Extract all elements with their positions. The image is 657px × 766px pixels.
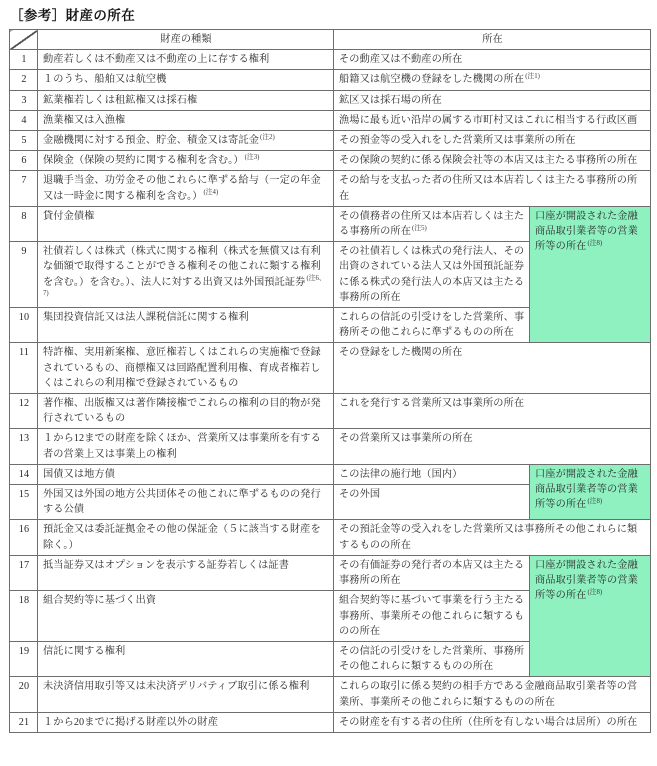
property-kind-text: 抵当証券又はオプションを表示する証券若しくは証書 [43,559,289,571]
location-text: その外国 [339,489,381,501]
location-cell [334,242,530,308]
footnote-marker: (注4) [203,189,219,197]
page-title: ［参考］財産の所在 [10,8,136,23]
property-kind-cell [38,151,334,171]
property-kind-cell [38,520,334,555]
table-body [10,50,651,733]
table-row [10,131,651,151]
table-row [10,394,651,429]
property-kind-text: 金融機関に対する預金、貯金、積金又は寄託金 [43,135,260,147]
property-kind-text: 著作権、出版権又は著作隣接権でこれらの権利の目的物が発行されているもの [43,398,321,425]
property-kind-cell [38,131,334,151]
location-text: 漁場に最も近い沿岸の属する市町村又はこれに相当する行政区画 [339,114,638,126]
property-kind-text: １から20までに掲げる財産以外の財産 [43,716,218,728]
property-kind-text: 退職手当金、功労金その他これらに準ずる給与（一定の年金又は一時金に関する権利を含む。） [43,175,321,202]
location-cell [334,171,651,206]
property-kind-text: 国債又は地方債 [43,468,116,480]
account-location-cell [530,464,651,520]
row-number: 14 [10,464,38,484]
location-text: その保険の契約に係る保険会社等の本店又は主たる事務所の所在 [339,155,638,167]
footnote-marker: (注6、7) [43,275,326,298]
header-location: 所在 [334,30,651,50]
property-kind-text: 信託に関する権利 [43,645,126,657]
property-kind-cell [38,50,334,70]
location-text: その社債若しくは株式の発行法人、その出資のされている法人又は外国預託証券に係る株式の発行法人の本店又は主たる事務所の所在 [339,246,525,303]
table-row [10,464,651,484]
location-cell [334,641,530,676]
property-kind-cell [38,641,334,676]
row-number: 15 [10,485,38,520]
account-location-cell [530,555,651,676]
account-location-cell [530,206,651,343]
table-row [10,171,651,206]
location-cell [334,308,530,343]
location-text: その有価証券の発行者の本店又は主たる事務所の所在 [339,559,525,587]
footnote-marker: (注1) [525,73,540,81]
property-kind-cell [38,242,334,308]
location-text: これを発行する営業所又は事業所の所在 [339,398,525,410]
row-number: 3 [10,90,38,110]
row-number: 21 [10,712,38,732]
property-kind-text: １のうち、船舶又は航空機 [43,74,167,86]
footnote-marker: (注8) [587,497,603,505]
location-cell [334,394,651,429]
row-number: 19 [10,641,38,676]
location-cell [334,712,651,732]
header-property-kind: 財産の種類 [38,30,334,50]
header-corner-diagonal [10,30,38,50]
property-kind-text: 特許権、実用新案権、意匠権若しくはこれらの実施権で登録されているもの、商標権又は回路配置利用権、育成者権若しくはこれらの利用権で登録されているもの [43,347,321,389]
row-number: 13 [10,429,38,464]
table-header [10,30,651,50]
location-cell [334,151,651,171]
property-kind-cell [38,555,334,590]
property-kind-cell [38,485,334,520]
property-kind-text: 集団投資信託又は法人課税信託に関する権利 [43,312,249,324]
location-text: その財産を有する者の住所（住所を有しない場合は居所）の所在 [339,716,638,728]
location-cell [334,485,530,520]
row-number: 10 [10,308,38,343]
property-kind-cell [38,343,334,394]
row-number: 8 [10,206,38,241]
location-text: 鉱区又は採石場の所在 [339,94,442,106]
row-number: 5 [10,131,38,151]
location-cell [334,343,651,394]
property-kind-text: 保険金（保険の契約に関する権利を含む。） [43,155,244,167]
row-number: 6 [10,151,38,171]
location-cell [334,677,651,712]
property-kind-cell [38,591,334,642]
location-text: その預金等の受入れをした営業所又は事業所の所在 [339,135,576,147]
table-row [10,206,651,241]
location-cell [334,429,651,464]
footnote-marker: (注2) [260,133,275,141]
property-kind-cell [38,429,334,464]
property-kind-cell [38,464,334,484]
row-number: 9 [10,242,38,308]
property-kind-text: 社債若しくは株式（株式に関する権利（株式を無償又は有利な価額で取得することができる権利その他これに類する権利を含む。）を含む。）、法人に対する出資又は外国預託証券 [43,246,321,288]
property-kind-cell [38,394,334,429]
location-text: その預託金等の受入れをした営業所又は事務所その他これらに類するものの所在 [339,524,638,551]
row-number: 4 [10,110,38,130]
property-kind-text: 漁業権又は入漁権 [43,114,126,126]
location-text: その営業所又は事業所の所在 [339,433,473,445]
table-row [10,555,651,590]
property-kind-cell [38,206,334,241]
table-row [10,110,651,130]
table-row [10,712,651,732]
location-text: この法律の施行地（国内） [339,468,463,480]
location-text: これらの信託の引受けをした営業所、事務所その他これらに準ずるものの所在 [339,312,525,339]
location-cell [334,131,651,151]
location-cell [334,70,651,90]
location-text: その登録をした機関の所在 [339,347,463,359]
property-kind-text: 鉱業権若しくは租鉱権又は採石権 [43,94,198,106]
property-kind-text: 動産若しくは不動産又は不動産の上に存する権利 [43,54,270,66]
location-cell [334,555,530,590]
property-kind-cell [38,70,334,90]
property-kind-cell [38,110,334,130]
row-number: 12 [10,394,38,429]
property-kind-cell [38,712,334,732]
location-cell [334,206,530,241]
table-row [10,520,651,555]
row-number: 16 [10,520,38,555]
row-number: 11 [10,343,38,394]
property-kind-text: １から12までの財産を除くほか、営業所又は事業所を有する者の営業上又は事業上の権利 [43,433,321,460]
row-number: 18 [10,591,38,642]
location-cell [334,464,530,484]
location-text: 組合契約等に基づいて事業を行う主たる事務所、事業所その他これらに類するものの所在 [339,595,525,637]
location-text: その債務者の住所又は本店若しくは主たる事務所の所在 [339,210,525,238]
row-number: 7 [10,171,38,206]
property-kind-cell [38,90,334,110]
account-location-text: 口座が開設された金融商品取引業者等の営業所等の所在 [535,559,638,602]
account-location-text: 口座が開設された金融商品取引業者等の営業所等の所在 [535,468,638,511]
property-kind-text: 預託金又は委託証拠金その他の保証金（５に該当する財産を除く。） [43,524,321,551]
property-kind-cell [38,171,334,206]
row-number: 20 [10,677,38,712]
property-kind-cell [38,677,334,712]
location-text: その動産又は不動産の所在 [339,54,463,66]
table-header-row [10,30,651,50]
footnote-marker: (注3) [244,153,260,161]
table-row [10,429,651,464]
location-text: その信託の引受けをした営業所、事務所その他これらに類するものの所在 [339,645,525,673]
property-kind-text: 貸付金債権 [43,210,95,222]
location-cell [334,591,530,642]
location-cell [334,90,651,110]
footnote-marker: (注8) [587,588,603,596]
location-cell [334,110,651,130]
row-number: 2 [10,70,38,90]
row-number: 1 [10,50,38,70]
property-location-table [9,29,651,733]
property-kind-text: 未決済信用取引等又は未決済デリバティブ取引に係る権利 [43,681,310,693]
property-kind-text: 組合契約等に基づく出資 [43,595,157,607]
location-text: これらの取引に係る契約の相手方である金融商品取引業者等の営業所、事業所その他これらに類するものの所在 [339,681,638,708]
property-kind-text: 外国又は外国の地方公共団体その他これに準ずるものの発行する公債 [43,489,321,516]
location-cell [334,50,651,70]
account-location-text: 口座が開設された金融商品取引業者等の営業所等の所在 [535,210,638,253]
table-row [10,50,651,70]
table-row [10,70,651,90]
table-row [10,343,651,394]
row-number: 17 [10,555,38,590]
table-row [10,677,651,712]
table-row [10,90,651,110]
location-text: その給与を支払った者の住所又は本店若しくは主たる事務所の所在 [339,175,638,202]
location-text: 船籍又は航空機の登録をした機関の所在 [339,74,525,86]
footnote-marker: (注8) [587,239,603,247]
property-kind-cell [38,308,334,343]
table-row [10,151,651,171]
footnote-marker: (注5) [412,224,427,232]
location-cell [334,520,651,555]
